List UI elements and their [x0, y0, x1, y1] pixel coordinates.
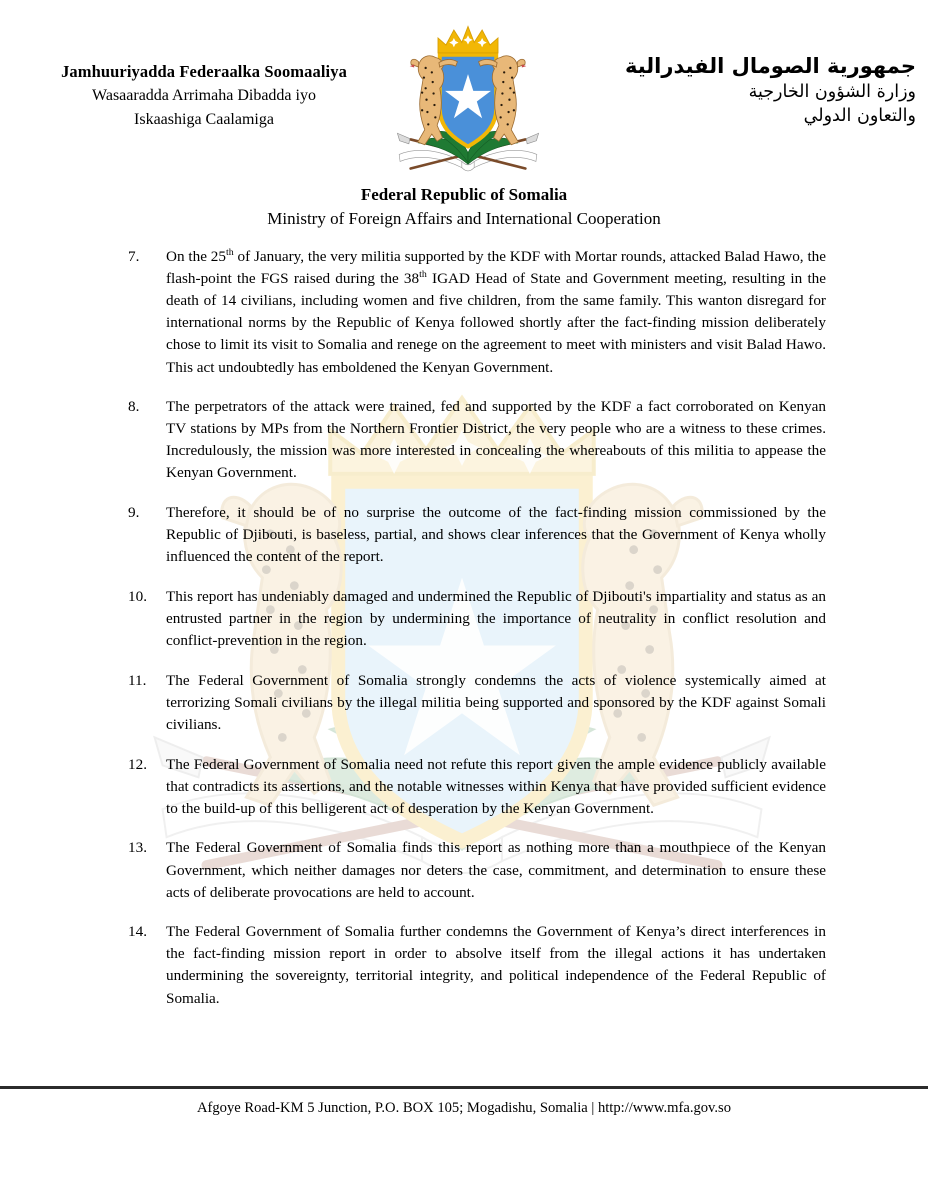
clause-item	[0, 246, 928, 379]
clause-text: The Federal Government of Somalia finds this report as nothing more than a mouthpiece of the Kenyan Government, which neither damages nor deters the case, commitment, and determination to ensure these acts of deliberate provocations are held to account.	[166, 839, 826, 901]
clause-item	[0, 754, 928, 820]
clause-text: The perpetrators of the attack were trained, fed and supported by the KDF a fact corroborated on Kenyan TV stations by MPs from the Northern Frontier District, the very people who are a witness to these crimes. Incredulously, the mission was more interested in concealing the whereabouts of this militia to appease the Kenyan Government.	[166, 398, 826, 482]
clause-item	[0, 921, 928, 1009]
clause-number: 11.	[128, 671, 147, 689]
ordinal-suffix: th	[419, 269, 427, 281]
clause-item	[0, 837, 928, 903]
clause-item	[0, 670, 928, 736]
clause-number: 13.	[128, 839, 147, 857]
somalia-coat-of-arms-icon	[393, 22, 543, 188]
header-english-block	[0, 182, 928, 232]
header-english-line2: Ministry of Foreign Affairs and International Cooperation	[267, 209, 661, 229]
clause-text: This report has undeniably damaged and undermined the Republic of Djibouti's impartiality and status as an entrusted partner in the region by undermining the importance of neutrality in conflict resolution and conflict-prevention in the region.	[166, 587, 826, 650]
clause-text: The Federal Government of Somalia strongly condemns the acts of violence systemically aimed at terrorizing Somali civilians by the illegal militia being supported and sponsored by the KDF against Somali civilians.	[166, 671, 826, 733]
ordinal-suffix: th	[226, 246, 234, 258]
header-arabic-line2: وزارة الشؤون الخارجية	[748, 82, 916, 103]
header-somali-line3: Iskaashiga Caalamiga	[134, 110, 274, 128]
header-arabic-line3: والتعاون الدولي	[803, 106, 916, 127]
clause-number: 10.	[128, 587, 147, 605]
clause-number: 8.	[128, 398, 140, 416]
header-english-line1: Federal Republic of Somalia	[360, 185, 568, 204]
clause-number: 14.	[128, 923, 147, 941]
header-arabic-block	[568, 52, 916, 129]
clause-text: Therefore, it should be of no surprise the outcome of the fact-finding mission commissioned by the Republic of Djibouti, is baseless, partial, and shows clear inferences that the Government of Kenya wholly influenced the content of the report.	[166, 504, 826, 566]
clause-number: 7.	[128, 248, 140, 265]
clause-list	[0, 246, 928, 1010]
header-arabic-line1: جمهورية الصومال الفيدرالية	[624, 54, 916, 78]
clause-item	[0, 502, 928, 568]
clause-text: On the 25th of January, the very militia supported by the KDF with Mortar rounds, attacked Balad Hawo, the flash-point the FGS raised during the 38th IGAD Head of State and Government meeting, resulting in the death of 14 civilians, including women and five children, from the same family. This wanton disregard for international norms by the Republic of Kenya followed shortly after the fact-finding mission deliberately chose to limit its visit to Somalia and renege on the agreement to meet with ministers and visit Balad Hawo. This act undoubtedly has emboldened the Kenyan Government.	[166, 246, 827, 376]
header-somali-block	[18, 60, 390, 132]
footer-divider-rule	[0, 1086, 928, 1089]
clause-item	[0, 586, 928, 652]
clause-text: The Federal Government of Somalia need not refute this report given the ample evidence publicly available that contradicts its assertions, and the notable witnesses within Kenya that have provided sufficient evidence to the build-up of this belligerent act of desperation by the Kenyan Government.	[166, 755, 826, 817]
header-somali-line1: Jamhuuriyadda Federaalka Soomaaliya	[61, 62, 347, 81]
clause-text: The Federal Government of Somalia further condemns the Government of Kenya’s direct interferences in the fact-finding mission report in order to absolve itself from the illegal actions it has undertaken undermining the sovereignty, territorial integrity, and political independence of the Federal Republic of Somalia.	[166, 923, 826, 1007]
header-somali-line2: Wasaaradda Arrimaha Dibadda iyo	[92, 86, 316, 104]
document-body	[0, 246, 928, 1027]
letterhead-header	[0, 0, 928, 233]
clause-number: 12.	[128, 755, 147, 773]
clause-item	[0, 396, 928, 484]
footer-contact-line: Afgoye Road-KM 5 Junction, P.O. BOX 105; Mogadishu, Somalia | http://www.mfa.gov.so	[196, 1100, 732, 1116]
clause-number: 9.	[128, 504, 140, 522]
